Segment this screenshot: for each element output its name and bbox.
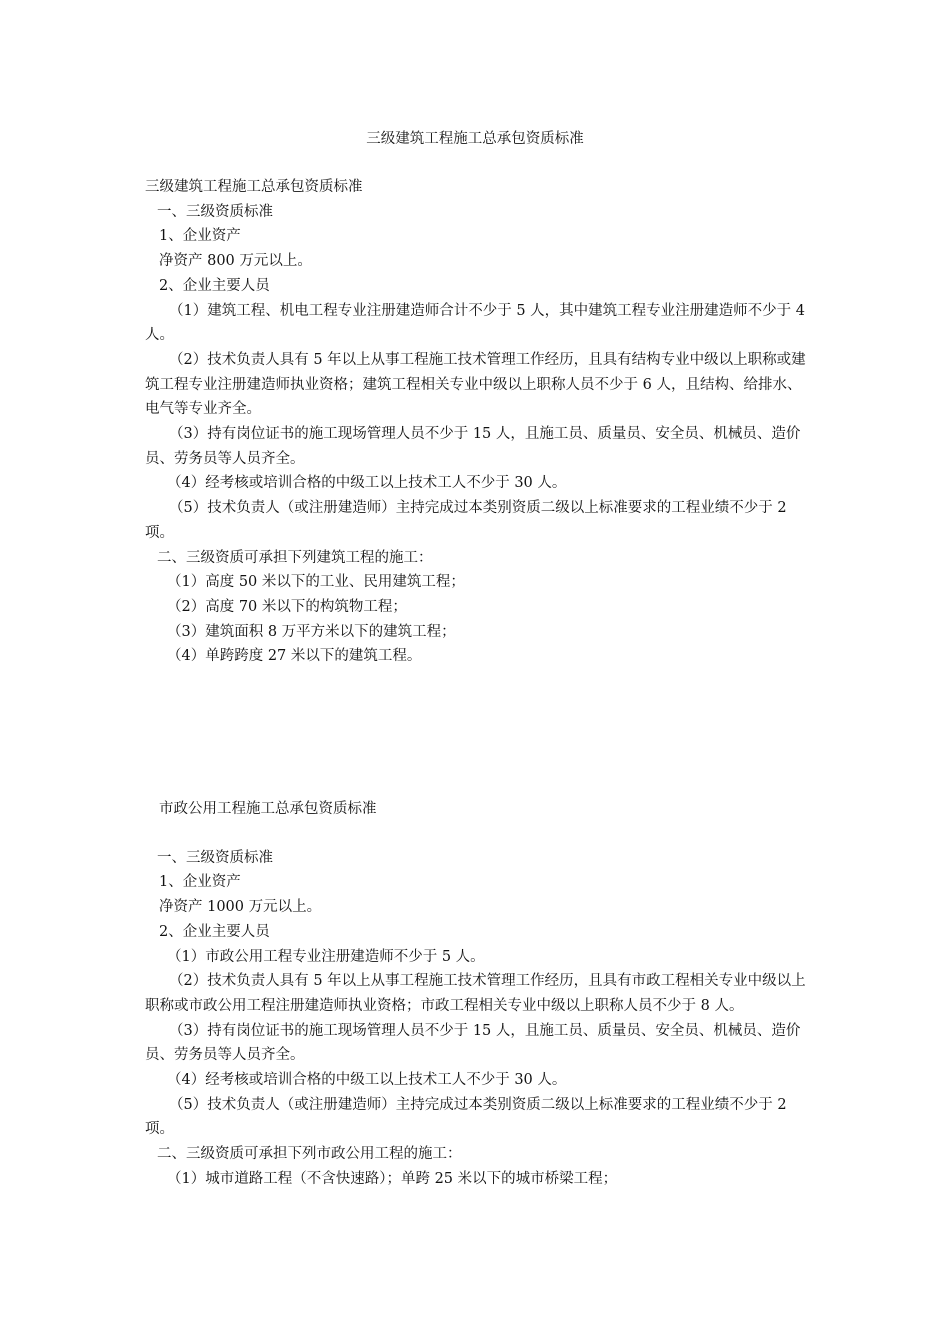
clause-paragraph: （5）技术负责人（或注册建造师）主持完成过本类别资质二级以上标准要求的工程业绩不少于 2 项。 bbox=[145, 500, 787, 541]
clause-paragraph: （3）持有岗位证书的施工现场管理人员不少于 15 人，且施工员、质量员、安全员、机械员、造价员、劳务员等人员齐全。 bbox=[145, 1022, 801, 1064]
clause-heading: 一、三级资质标准 bbox=[157, 849, 273, 866]
clause-paragraph: （4）经考核或培训合格的中级工以上技术工人不少于 30 人。 bbox=[167, 475, 567, 492]
scope-item: （1）高度 50 米以下的工业、民用建筑工程； bbox=[167, 574, 465, 591]
section-construction bbox=[145, 175, 813, 669]
clause-heading: 一、三级资质标准 bbox=[157, 203, 273, 220]
scope-item: （4）单跨跨度 27 米以下的建筑工程。 bbox=[167, 648, 422, 665]
scope-item: （2）高度 70 米以下的构筑物工程； bbox=[167, 598, 407, 615]
clause-paragraph: （1）市政公用工程专业注册建造师不少于 5 人。 bbox=[167, 948, 485, 965]
clause-paragraph: （1）建筑工程、机电工程专业注册建造师合计不少于 5 人，其中建筑工程专业注册建造师不少于 4 人。 bbox=[145, 302, 805, 344]
clause-paragraph: （4）经考核或培训合格的中级工以上技术工人不少于 30 人。 bbox=[167, 1072, 567, 1089]
clause-text: 净资产 800 万元以上。 bbox=[159, 253, 312, 270]
clause-item: 2、企业主要人员 bbox=[159, 277, 270, 294]
clause-paragraph: （2）技术负责人具有 5 年以上从事工程施工技术管理工作经历，且具有市政工程相关专业中级以上职称或市政公用工程注册建造师执业资格；市政工程相关专业中级以上职称人员不少于 8 人。 bbox=[145, 973, 806, 1014]
clause-item: 2、企业主要人员 bbox=[159, 923, 270, 940]
scope-item: （1）城市道路工程（不含快速路）；单跨 25 米以下的城市桥梁工程； bbox=[167, 1170, 618, 1187]
section-municipal bbox=[145, 797, 813, 1192]
clause-item: 1、企业资产 bbox=[159, 874, 241, 891]
clause-item: 1、企业资产 bbox=[159, 228, 241, 245]
clause-paragraph: （2）技术负责人具有 5 年以上从事工程施工技术管理工作经历，且具有结构专业中级以上职称或建筑工程专业注册建造师执业资格；建筑工程相关专业中级以上职称人员不少于 6 人，且结构、给排水、电气等专业齐全。 bbox=[145, 351, 806, 418]
clause-paragraph: （5）技术负责人（或注册建造师）主持完成过本类别资质二级以上标准要求的工程业绩不少于 2 项。 bbox=[145, 1096, 787, 1138]
clause-text: 净资产 1000 万元以上。 bbox=[159, 899, 322, 916]
section-heading: 三级建筑工程施工总承包资质标准 bbox=[145, 179, 363, 195]
clause-heading: 二、三级资质可承担下列市政公用工程的施工： bbox=[157, 1146, 462, 1163]
clause-heading: 二、三级资质可承担下列建筑工程的施工： bbox=[157, 549, 433, 566]
clause-paragraph: （3）持有岗位证书的施工现场管理人员不少于 15 人，且施工员、质量员、安全员、机械员、造价员、劳务员等人员齐全。 bbox=[145, 426, 801, 467]
document-title: 三级建筑工程施工总承包资质标准 bbox=[366, 131, 584, 147]
section-heading: 市政公用工程施工总承包资质标准 bbox=[159, 801, 377, 817]
scope-item: （3）建筑面积 8 万平方米以下的建筑工程； bbox=[167, 623, 456, 640]
